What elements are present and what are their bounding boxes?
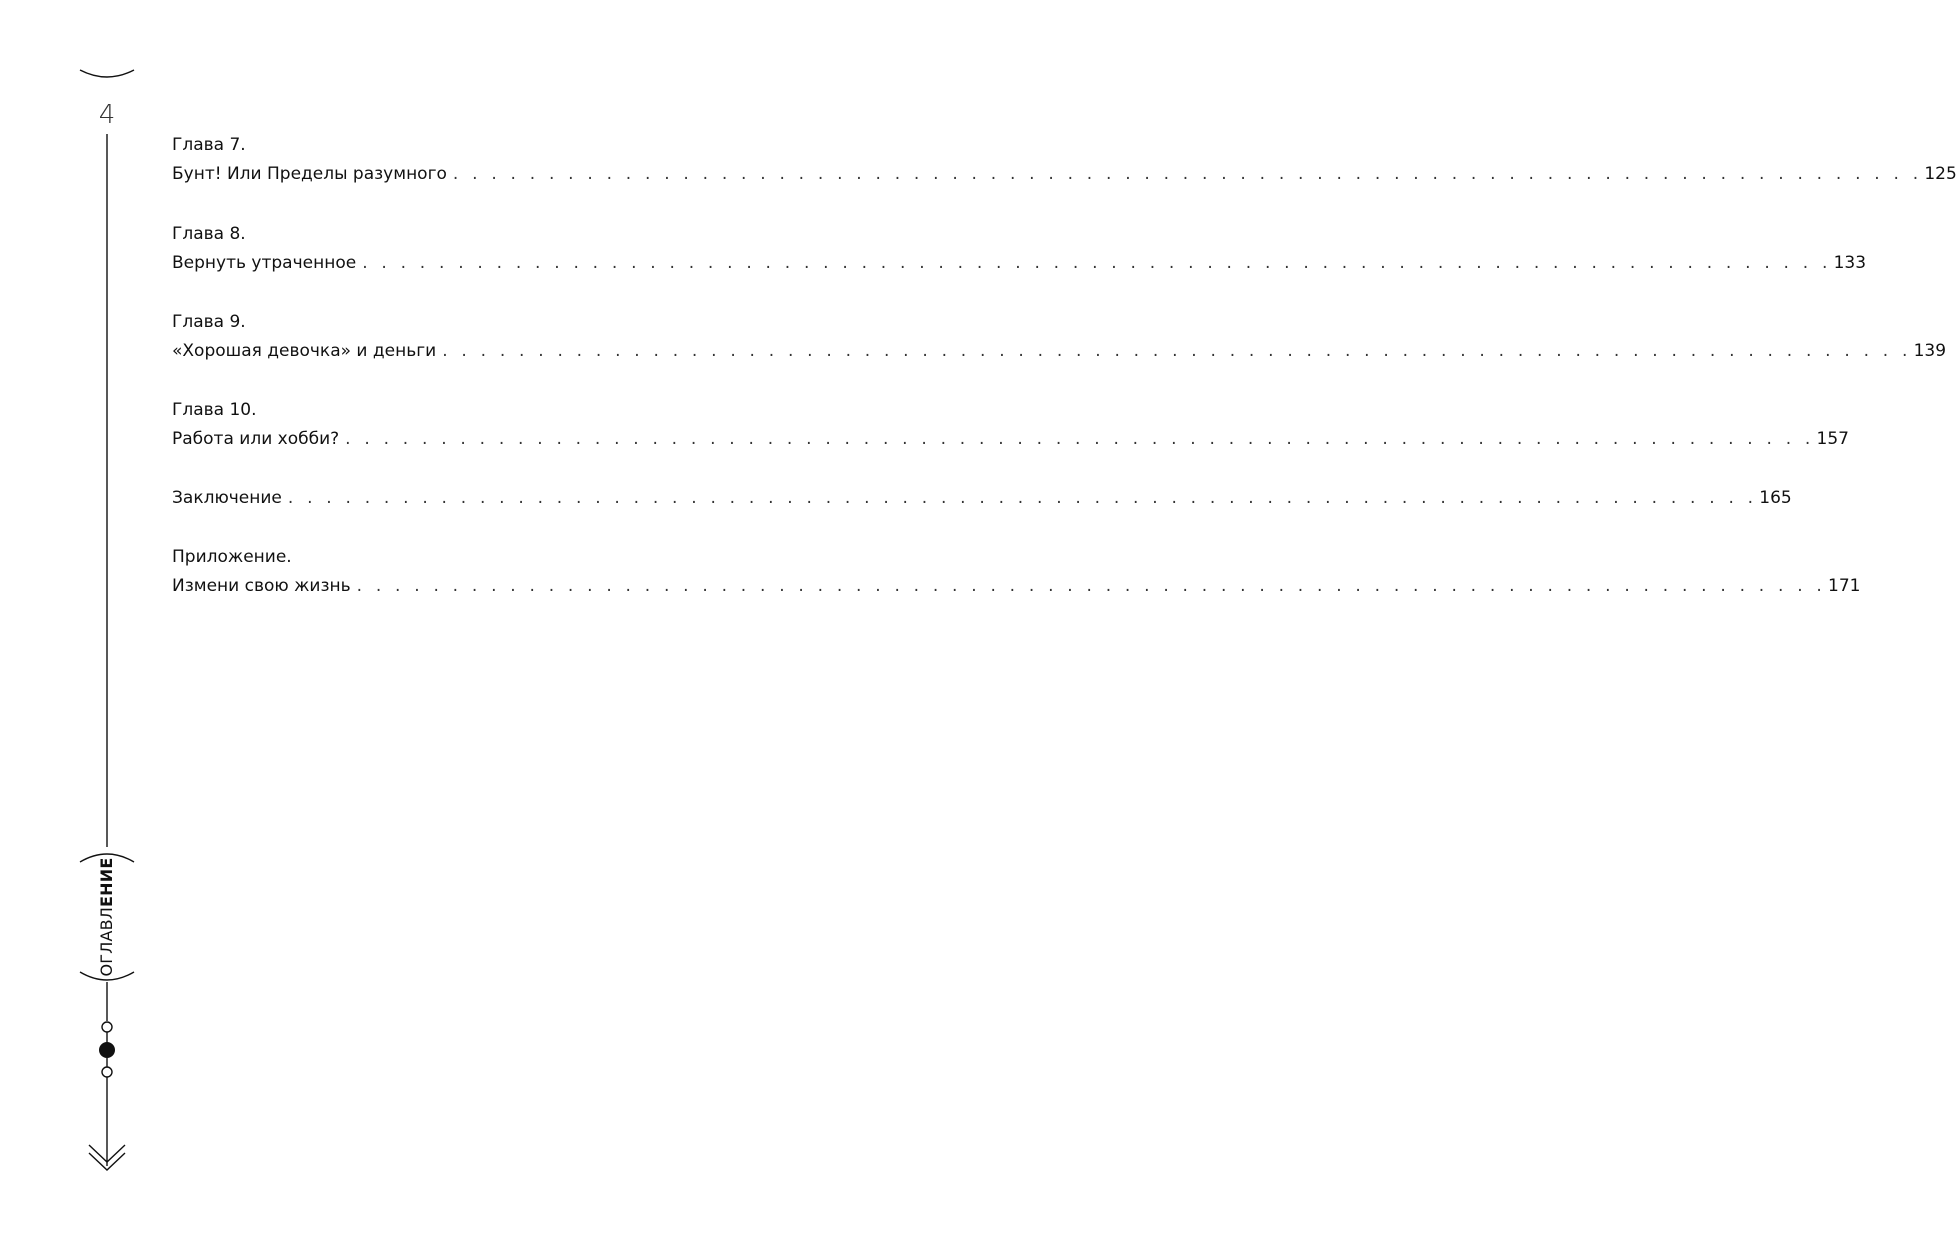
toc-entry-page: 171 xyxy=(1828,576,1861,596)
toc-entry-chapter-10[interactable] xyxy=(172,396,1849,454)
toc-entry-chapter-7[interactable] xyxy=(172,131,1957,189)
toc-entry-page: 139 xyxy=(1913,341,1947,361)
filled-circle-icon xyxy=(99,1042,115,1058)
leader-dots: . . . . . . . . . . . . . . . . . . . . . . . . . . . . . . . . . . . . . . . . . . . . . . . . . . . . . . . . . . . . . . . . . . . . . . . . . . . . . xyxy=(345,429,1815,449)
toc-entry-title: Измени свою жизнь xyxy=(172,576,351,596)
page-number: 4 xyxy=(98,100,116,130)
toc-entry-row xyxy=(172,337,1947,366)
leader-dots: . . . . . . . . . . . . . . . . . . . . . . . . . . . . . . . . . . . . . . . . . . . . . . . . . . . . . . . . . . . . . . . . . . . . . . . . . . . . . xyxy=(452,164,1923,184)
top-bracket-arc xyxy=(80,70,134,77)
toc-entry-label: Глава 9. xyxy=(172,312,246,332)
toc-entry-row xyxy=(172,572,1861,601)
section-label-bold: ЕНИЕ xyxy=(97,857,116,907)
small-circle-icon xyxy=(102,1022,112,1032)
leader-dots: . . . . . . . . . . . . . . . . . . . . . . . . . . . . . . . . . . . . . . . . . . . . . . . . . . . . . . . . . . . . . . . . . . . . . . . . . . . . . xyxy=(362,253,1832,273)
toc-entry-page: 133 xyxy=(1833,253,1867,273)
leader-dots: . . . . . . . . . . . . . . . . . . . . . . . . . . . . . . . . . . . . . . . . . . . . . . . . . . . . . . . . . . . . . . . . . . . . . . . . . . . . . xyxy=(442,341,1912,361)
toc-entry-conclusion[interactable] xyxy=(172,484,1792,513)
leader-dots: . . . . . . . . . . . . . . . . . . . . . . . . . . . . . . . . . . . . . . . . . . . . . . . . . . . . . . . . . . . . . . . . . . . . . . . . . . . . . xyxy=(287,488,1758,508)
toc-entry-title: Вернуть утраченное xyxy=(172,253,357,273)
toc-entry-title: «Хорошая девочка» и деньги xyxy=(172,341,437,361)
small-circle-icon xyxy=(102,1067,112,1077)
toc-entry-page: 157 xyxy=(1816,429,1849,449)
table-of-contents xyxy=(172,131,1957,601)
toc-entry-chapter-9[interactable] xyxy=(172,308,1947,366)
toc-entry-label: Приложение. xyxy=(172,547,292,567)
toc-entry-row xyxy=(172,160,1957,189)
toc-entry-page: 165 xyxy=(1759,488,1792,508)
toc-entry-chapter-8[interactable] xyxy=(172,220,1867,278)
toc-entry-label: Глава 7. xyxy=(172,135,246,155)
toc-entry-title: Заключение xyxy=(172,488,282,508)
toc-entry-label: Глава 10. xyxy=(172,400,257,420)
toc-entry-page: 125 xyxy=(1924,164,1957,184)
toc-entry-label: Глава 8. xyxy=(172,224,246,244)
toc-entry-row xyxy=(172,249,1867,278)
toc-entry-title: Бунт! Или Пределы разумного xyxy=(172,164,447,184)
toc-entry-row xyxy=(172,425,1849,454)
leader-dots: . . . . . . . . . . . . . . . . . . . . . . . . . . . . . . . . . . . . . . . . . . . . . . . . . . . . . . . . . . . . . . . . . . . . . . . . . . . . . xyxy=(356,576,1827,596)
toc-entry-appendix[interactable] xyxy=(172,543,1861,601)
section-label-light: ОГЛАВЛ xyxy=(97,906,116,977)
section-label xyxy=(92,852,122,982)
toc-entry-title: Работа или хобби? xyxy=(172,429,340,449)
toc-entry-row xyxy=(172,484,1792,513)
